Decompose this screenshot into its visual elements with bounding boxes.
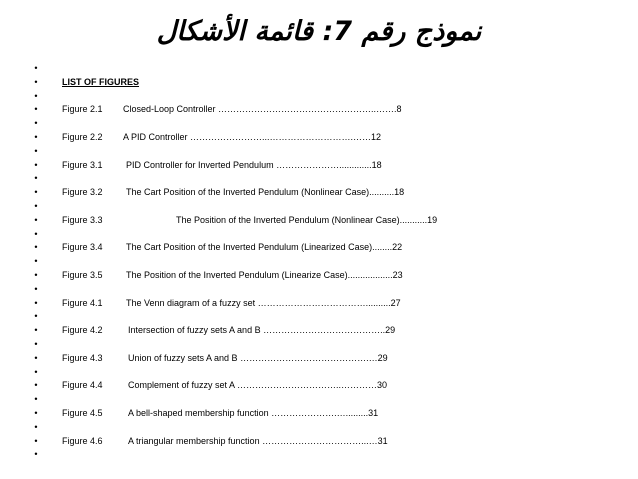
bullet: • [34,76,38,87]
list-item [62,159,622,173]
figure-description: Intersection of fuzzy sets A and B …………………………………..29 [128,325,396,336]
figure-number: Figure 4.5 [62,408,103,418]
figure-description: Complement of fuzzy set A ……………………………..…………30 [128,380,388,391]
bullet: • [34,90,38,101]
list-item [62,131,622,145]
list-heading: LIST OF FIGURES [62,76,140,87]
figure-description: The Cart Position of the Inverted Pendulum (Linearized Case)........22 [126,242,403,253]
bullet: • [34,311,38,322]
figure-description: The Position of the Inverted Pendulum (Linearize Case)..................23 [126,270,403,280]
bullet: • [34,421,38,432]
bullet: • [34,408,38,418]
bullet: • [34,435,38,446]
bullet: • [34,187,38,198]
bullet: • [34,325,38,336]
bullet: • [34,256,38,267]
figure-number: Figure 4.1 [62,297,103,308]
bullet: • [34,63,38,73]
bullet: • [34,214,38,225]
figure-description: The Position of the Inverted Pendulum (Nonlinear Case)...........19 [176,214,438,225]
figure-number: Figure 4.4 [62,380,103,391]
bullet: • [34,104,38,115]
figure-description: Union of fuzzy sets A and B …………………………………….…29 [128,352,388,363]
bullet: • [34,380,38,391]
list-item [62,103,622,117]
bullet: • [34,159,38,170]
bullet: • [34,132,38,142]
bullet: • [34,201,38,211]
page-title: نموذج رقم 7: قائمة الأشكال [156,16,482,47]
figure-description: Closed-Loop Controller ……………………………………………..…….8 [123,104,402,115]
figure-description: A bell-shaped membership function ………………….….........31 [128,408,379,418]
bullet: • [34,366,38,377]
bullet: • [34,270,38,280]
list-item [62,269,622,283]
figure-description: A PID Controller ……………………...……………………….……12 [123,132,382,142]
bullet: • [34,145,38,156]
bullet: • [34,118,38,129]
list-item [62,214,622,228]
list-item [62,407,622,421]
figure-number: Figure 2.1 [62,104,103,115]
list-item [62,186,622,200]
bullet: • [34,173,38,184]
figure-number: Figure 4.3 [62,352,103,363]
bullet: • [34,449,38,460]
bullet: • [34,283,38,294]
figure-number: Figure 2.2 [62,132,103,142]
bullet: • [34,352,38,363]
list-item [62,379,622,393]
list-item [62,241,622,255]
figure-number: Figure 4.6 [62,435,103,446]
figure-description: PID Controller for Inverted Pendulum ………………….............18 [126,159,382,170]
figure-number: Figure 3.1 [62,159,103,170]
list-item [62,352,622,366]
figure-number: Figure 3.5 [62,270,103,280]
list-item [62,297,622,311]
figure-number: Figure 3.3 [62,214,103,225]
figure-number: Figure 4.2 [62,325,103,336]
bullet: • [34,394,38,405]
bullet: • [34,228,38,239]
list-item [62,435,622,449]
list-item [62,324,622,338]
figure-number: Figure 3.2 [62,187,103,198]
figure-description: The Cart Position of the Inverted Pendulum (Nonlinear Case)..........18 [126,187,405,198]
bullet: • [34,242,38,253]
figure-number: Figure 3.4 [62,242,103,253]
bullet: • [34,297,38,308]
figure-description: The Venn diagram of a fuzzy set ………………………………..........27 [126,297,401,308]
figure-description: A triangular membership function ……………………………...…31 [128,435,388,446]
bullet: • [34,339,38,349]
